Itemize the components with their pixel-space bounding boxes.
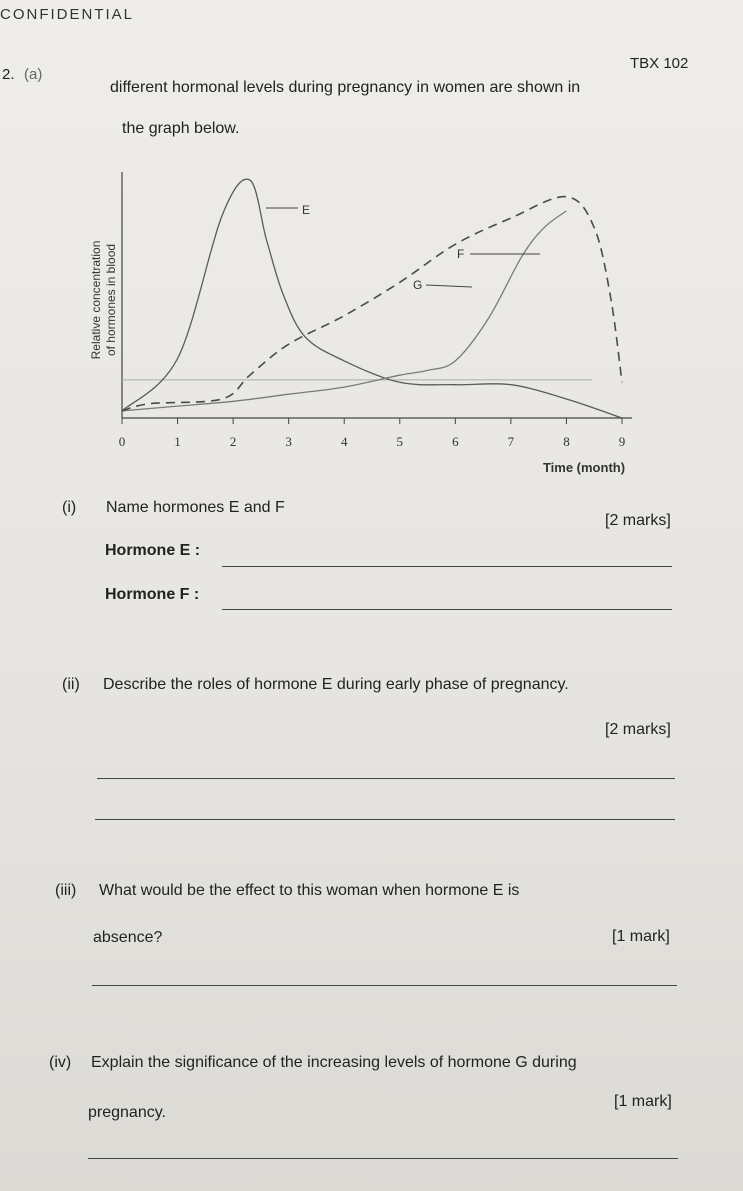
- part-ii-marks: [2 marks]: [605, 721, 671, 738]
- x-tick-label: 1: [174, 434, 181, 449]
- confidential-label: CONFIDENTIAL: [0, 6, 135, 23]
- hormone-e-label: Hormone E :: [105, 542, 201, 559]
- x-axis-label: Time (month): [542, 460, 626, 475]
- annotation-e: E: [302, 203, 311, 217]
- part-iv-text-line1: Explain the significance of the increasing levels of hormone G during: [91, 1054, 577, 1071]
- part-iii-text-line1: What would be the effect to this woman when hormone E is: [99, 882, 520, 899]
- part-i-label: (i): [62, 499, 77, 516]
- part-ii-answer-line-1[interactable]: [97, 778, 675, 779]
- part-i-marks: [2 marks]: [605, 512, 671, 529]
- hormone-e-answer-line[interactable]: [222, 566, 672, 567]
- question-intro-line2: the graph below.: [122, 120, 240, 137]
- part-iii-text-line2: absence?: [93, 929, 163, 946]
- part-iv-answer-line[interactable]: [88, 1158, 678, 1159]
- x-tick-label: 0: [118, 434, 126, 449]
- part-ii-text: Describe the roles of hormone E during early phase of pregnancy.: [103, 676, 569, 693]
- part-iv-text-line2: pregnancy.: [88, 1104, 166, 1121]
- part-iii-label: (iii): [55, 882, 77, 899]
- annotation-g: G: [413, 278, 423, 292]
- part-iii-answer-line[interactable]: [92, 985, 677, 986]
- annotation-f: F: [457, 247, 465, 261]
- chart-lines: [122, 179, 622, 418]
- question-intro-line1: different hormonal levels during pregnancy in women are shown in: [110, 79, 581, 96]
- x-tick-label: 3: [285, 434, 292, 449]
- question-part: (a): [24, 66, 43, 83]
- hormone-f-label: Hormone F :: [105, 586, 200, 603]
- x-tick-label: 5: [396, 434, 404, 449]
- part-i-text: Name hormones E and F: [106, 499, 285, 516]
- part-iii-marks: [1 mark]: [612, 928, 670, 945]
- x-tick-label: 6: [452, 434, 459, 449]
- x-tick-label: 7: [507, 434, 515, 449]
- x-tick-label: 4: [340, 434, 348, 449]
- chart-labels: [89, 203, 625, 475]
- part-iv-label: (iv): [49, 1054, 72, 1071]
- x-tick-label: 9: [618, 434, 626, 449]
- series-line-f: [122, 211, 566, 411]
- part-ii-label: (ii): [62, 676, 80, 693]
- part-ii-answer-line-2[interactable]: [95, 819, 675, 820]
- y-axis-label-line2: of hormones in blood: [104, 243, 118, 357]
- annotation-pointer-g: [426, 285, 472, 287]
- y-axis-label-line1: Relative concentration: [89, 240, 103, 360]
- x-tick-label: 8: [563, 434, 570, 449]
- x-tick-label: 2: [229, 434, 237, 449]
- hormone-f-answer-line[interactable]: [222, 609, 672, 610]
- chart-ticks: [119, 418, 626, 449]
- hormone-chart: [0, 160, 743, 490]
- series-line-e: [122, 179, 622, 418]
- part-iv-marks: [1 mark]: [614, 1093, 672, 1110]
- question-number: 2.: [2, 66, 15, 83]
- course-code: TBX 102: [630, 55, 689, 72]
